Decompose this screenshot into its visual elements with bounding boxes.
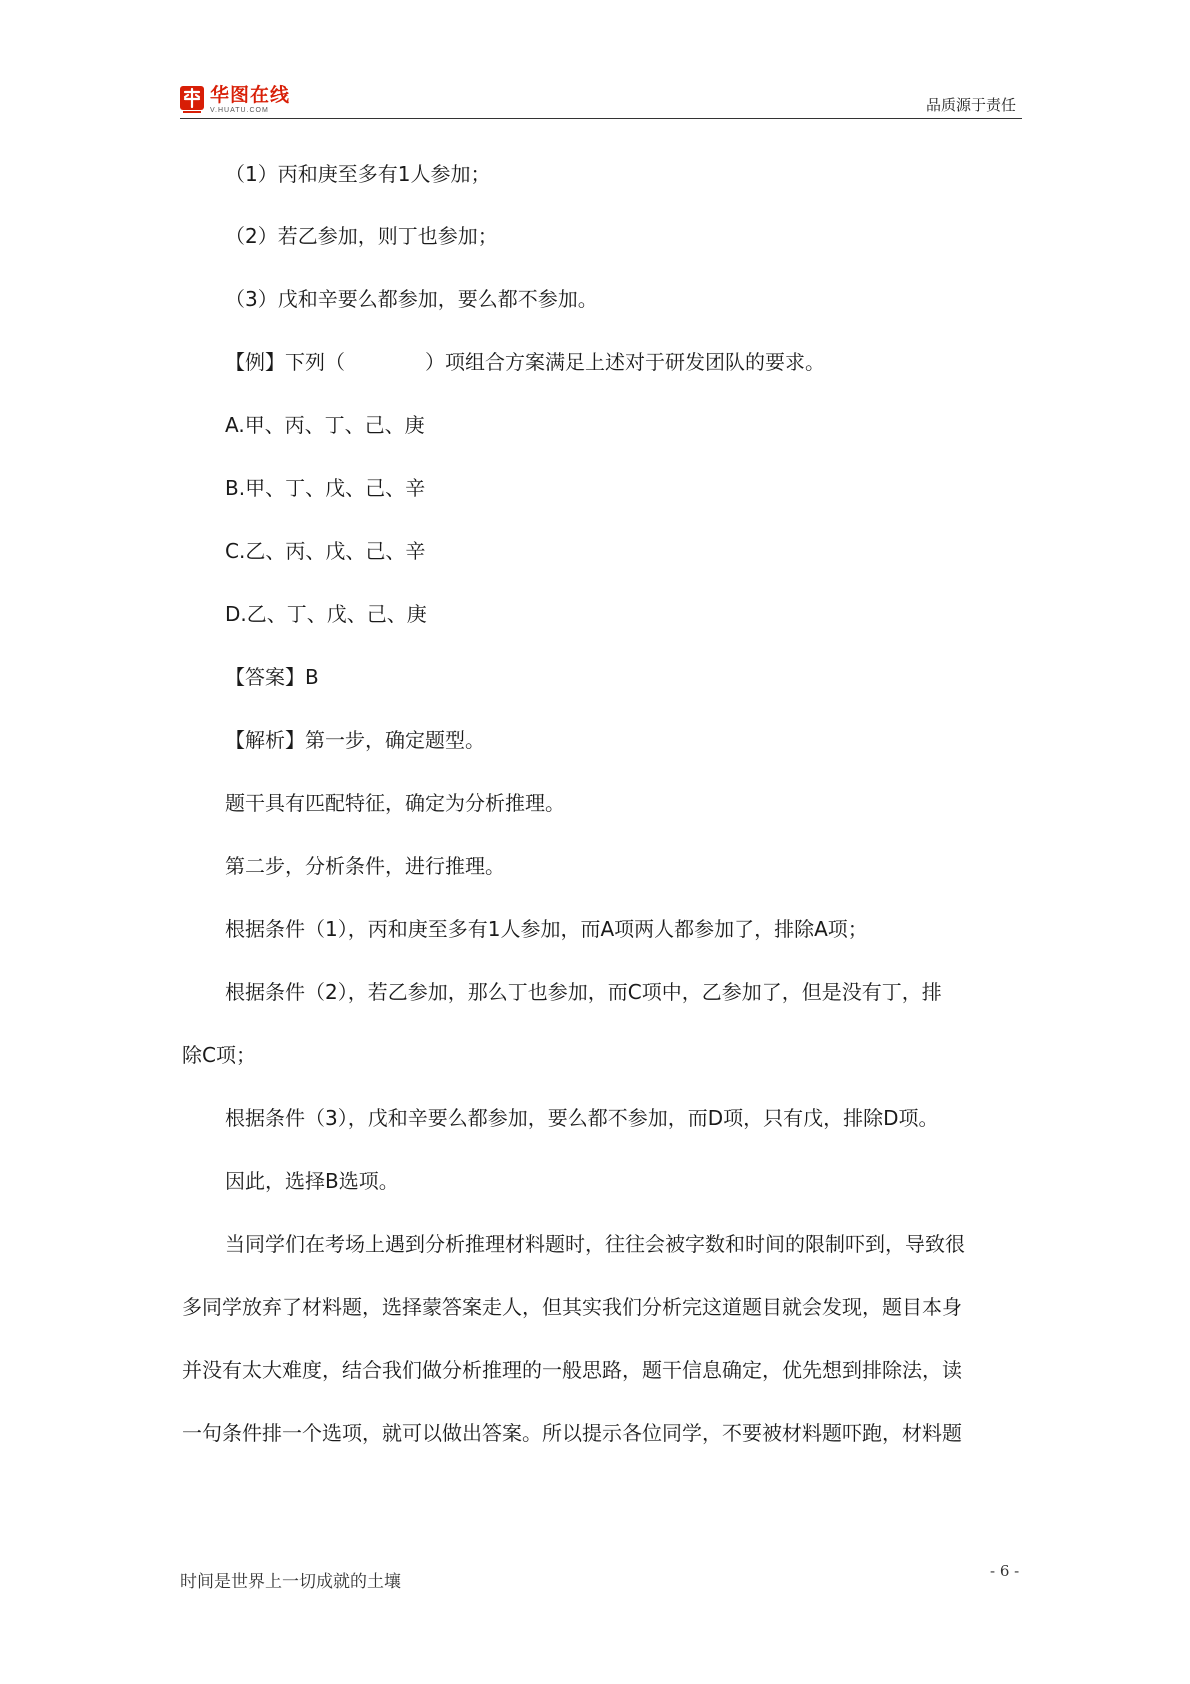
option-b: B.甲、丁、戊、己、辛 (225, 476, 426, 500)
commentary-paragraph: 当同学们在考场上遇到分析推理材料题时，往往会被字数和时间的限制吓到，导致很 (225, 1232, 965, 1256)
analysis-paragraph: 根据条件（1），丙和庚至多有1人参加，而A项两人都参加了，排除A项； (225, 917, 868, 941)
page-header (180, 84, 1022, 119)
question-stem: 【例】下列（ ）项组合方案满足上述对于研发团队的要求。 (225, 350, 825, 374)
page-number: - 6 - (990, 1562, 1020, 1580)
answer-line: 【答案】B (225, 665, 319, 689)
commentary-paragraph: 并没有太大难度，结合我们做分析推理的一般思路，题干信息确定，优先想到排除法，读 (182, 1358, 962, 1382)
option-d: D.乙、丁、戊、己、庚 (225, 602, 427, 626)
footer-motto: 时间是世界上一切成就的土壤 (180, 1572, 401, 1592)
huatu-logo (180, 84, 290, 116)
analysis-paragraph: 除C项； (182, 1043, 256, 1067)
huatu-logo-icon (180, 86, 204, 114)
analysis-heading: 【解析】第一步，确定题型。 (225, 728, 485, 752)
condition-2: （2）若乙参加，则丁也参加； (225, 224, 498, 248)
option-a: A.甲、丙、丁、己、庚 (225, 413, 425, 437)
analysis-paragraph: 题干具有匹配特征，确定为分析推理。 (225, 791, 565, 815)
analysis-conclusion: 因此，选择B选项。 (225, 1169, 399, 1193)
logo-url: V.HUATU.COM (210, 107, 269, 114)
commentary-paragraph: 多同学放弃了材料题，选择蒙答案走人，但其实我们分析完这道题目就会发现，题目本身 (182, 1295, 962, 1319)
logo-wordmark: 华图在线 (210, 84, 291, 106)
header-slogan: 品质源于责任 (925, 96, 1016, 114)
condition-3: （3）戊和辛要么都参加，要么都不参加。 (225, 287, 598, 311)
condition-1: （1）丙和庚至多有1人参加； (225, 162, 491, 186)
commentary-paragraph: 一句条件排一个选项，就可以做出答案。所以提示各位同学，不要被材料题吓跑，材料题 (182, 1421, 962, 1445)
analysis-paragraph: 根据条件（2），若乙参加，那么丁也参加，而C项中，乙参加了，但是没有丁，排 (225, 980, 942, 1004)
option-c: C.乙、丙、戊、己、辛 (225, 539, 426, 563)
analysis-paragraph: 根据条件（3），戊和辛要么都参加，要么都不参加，而D项，只有戊，排除D项。 (225, 1106, 939, 1130)
analysis-paragraph: 第二步，分析条件，进行推理。 (225, 854, 505, 878)
